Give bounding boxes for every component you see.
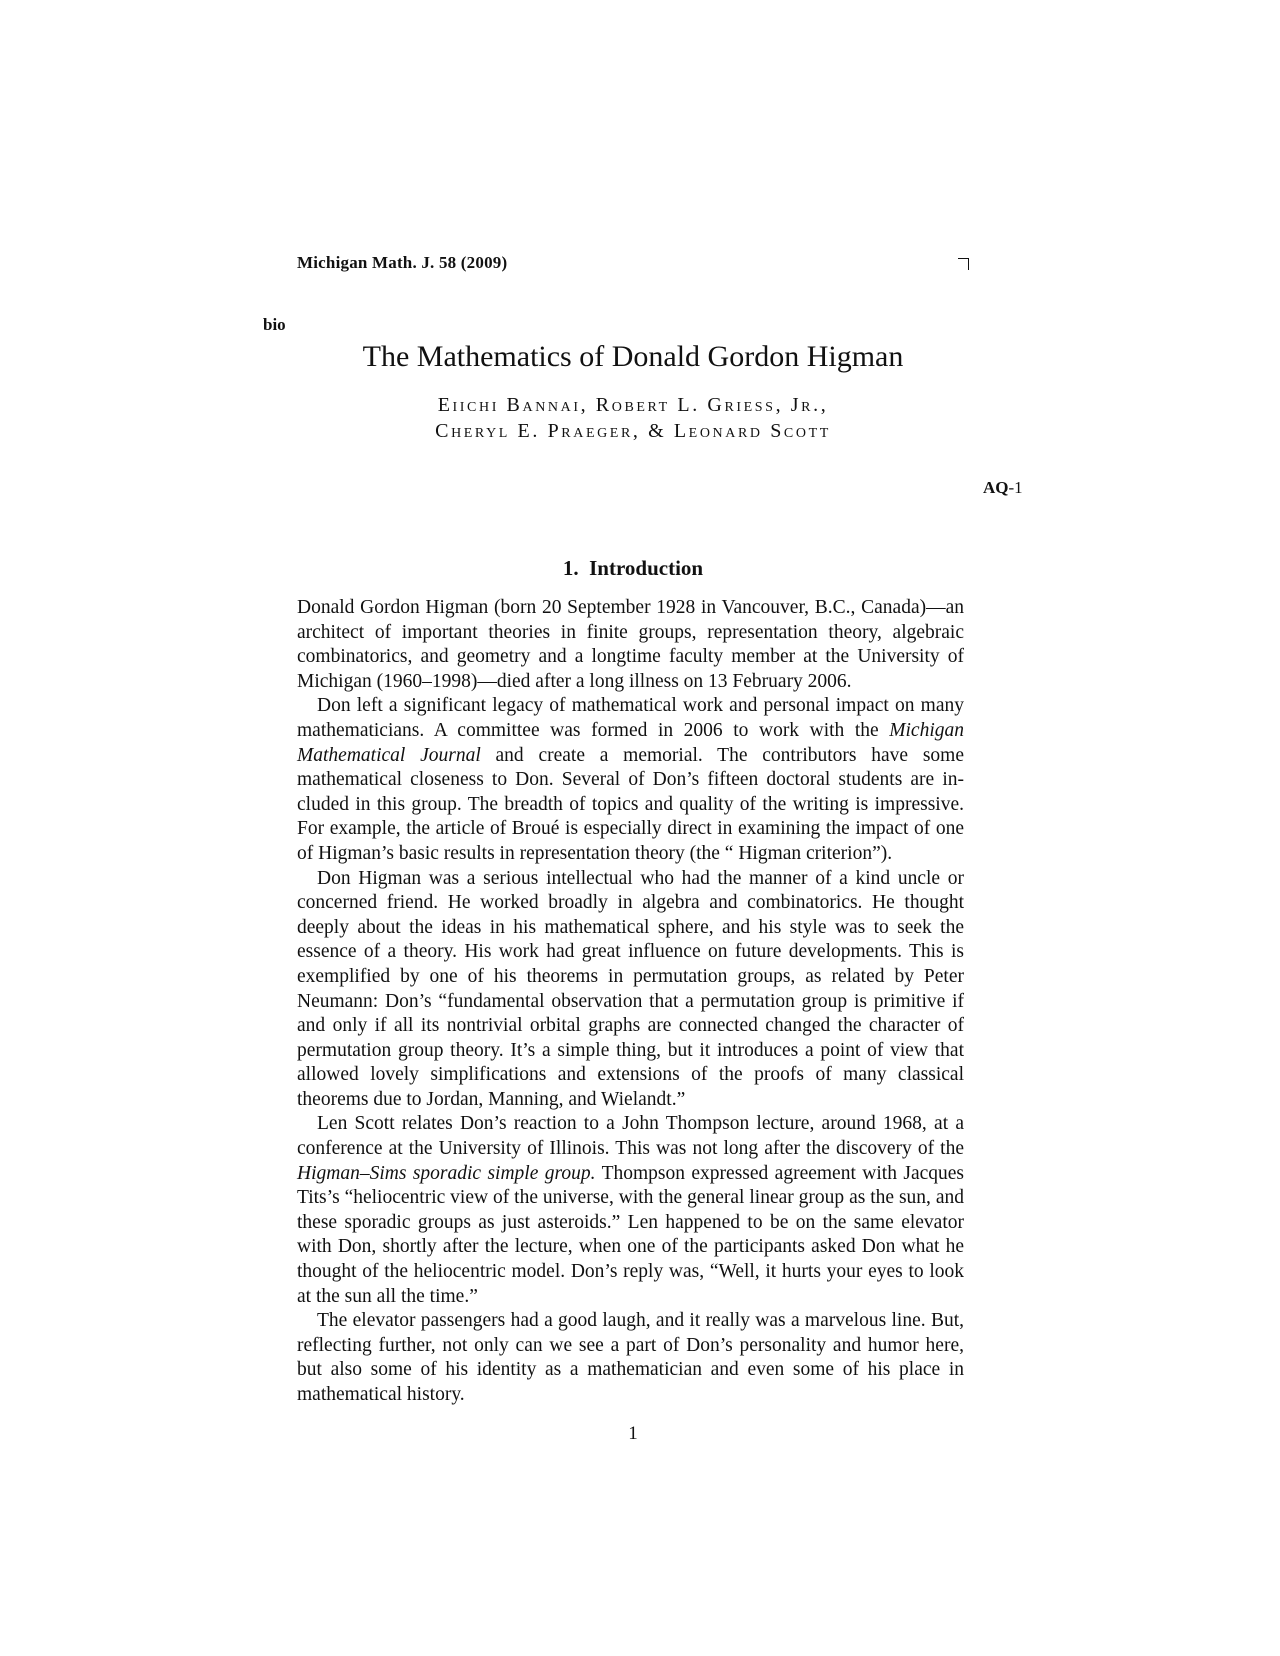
section-number: 1. [562, 556, 579, 580]
paragraph-2-text-b: and create a memorial. The contributors have some mathematical closeness to Don. Several of Don’s fifteen doctoral students are included in this group. The breadth of topics and quality of the writing is impressive. For example, the article of Broué is especially direct in examining the impact of one of Higman’s basic results in representation theory (the “ Higman criterion”). [297, 744, 964, 864]
paragraph-4-text-a: Len Scott relates Don’s reaction to a John Thompson lecture, around 1968, at a conference at the University of Illinois. This was not long after the discovery of the [297, 1113, 964, 1160]
margin-note-aq-label: AQ [983, 478, 1009, 497]
paragraph-1: Donald Gordon Higman (born 20 September 1928 in Vancouver, B.C., Canada)—an architect of important theories in finite groups, representation theory, algebraic combinatorics, and geometry and a longtime faculty member at the University of Michigan (1960–1998)—died after a long illness on 13 February 2006. [297, 597, 964, 692]
margin-note-aq-number: -1 [1008, 478, 1023, 497]
paragraph-4 [297, 1112, 964, 1309]
paragraph-5: The elevator passengers had a good laugh, and it really was a marvelous line. But, reflecting further, not only can we see a part of Don’s personality and humor here, but also some of his identity as a mathematician and even some of his place in mathematical history. [297, 1310, 964, 1405]
body-text [297, 596, 964, 1408]
paragraph-2-text-a: Don left a significant legacy of mathematical work and personal impact on many mathematicians. A committee was formed in 2006 to work with the [297, 695, 964, 741]
section-heading [0, 556, 1266, 581]
margin-note-aq [983, 478, 1023, 498]
paper-title: The Mathematics of Donald Gordon Higman [362, 340, 904, 373]
paragraph-3: Don Higman was a serious intellectual who had the manner of a kind uncle or concerned friend. He worked broadly in algebra and combinatorics. He thought deeply about the ideas in his mathematical sphere, and his style was to seek the essence of a theory. His work had great influence on future developments. This is exemplified by one of his theorems in permutation groups, as related by Peter Neumann: Don’s “fundamental observation that a permutation group is primitive if and only if all its nontrivial orbital graphs are connected changed the character of permutation group theory. It’s a simple thing, but it introduces a point of view that allowed lovely simplifications and extensions of the proofs of many classical theorems due to Jordan, Manning, and Wielandt.” [297, 867, 964, 1110]
journal-citation: Michigan Math. J. 58 (2009) [297, 253, 508, 272]
section-title: Introduction [589, 556, 704, 580]
author-list [0, 392, 1266, 444]
journal-name-emphasis: Michigan Mathematical Journal [297, 719, 964, 766]
author-line-1: Eiichi Bannai, Robert L. Griess, Jr., [437, 394, 829, 416]
paragraph-4-text-b: Thompson expressed agreement with Jacques Tits’s “heliocentric view of the universe, with the general linear group as the sun, and these sporadic groups as just asteroids.” Len happened to be on the same elevator with Don, shortly after the lecture, when one of the participants asked Don what he thought of the heliocentric model. Don’s reply was, “Well, it hurts your eyes to look at the sun all the time.” [297, 1162, 964, 1307]
margin-note-bio: bio [263, 315, 286, 334]
author-line-2: Cheryl E. Praeger, & Leonard Scott [435, 420, 831, 442]
page-number: 1 [628, 1423, 638, 1444]
paragraph-2 [297, 694, 964, 866]
crop-corner-mark [958, 258, 969, 270]
group-name-emphasis: Higman–Sims sporadic simple group. [297, 1162, 596, 1184]
